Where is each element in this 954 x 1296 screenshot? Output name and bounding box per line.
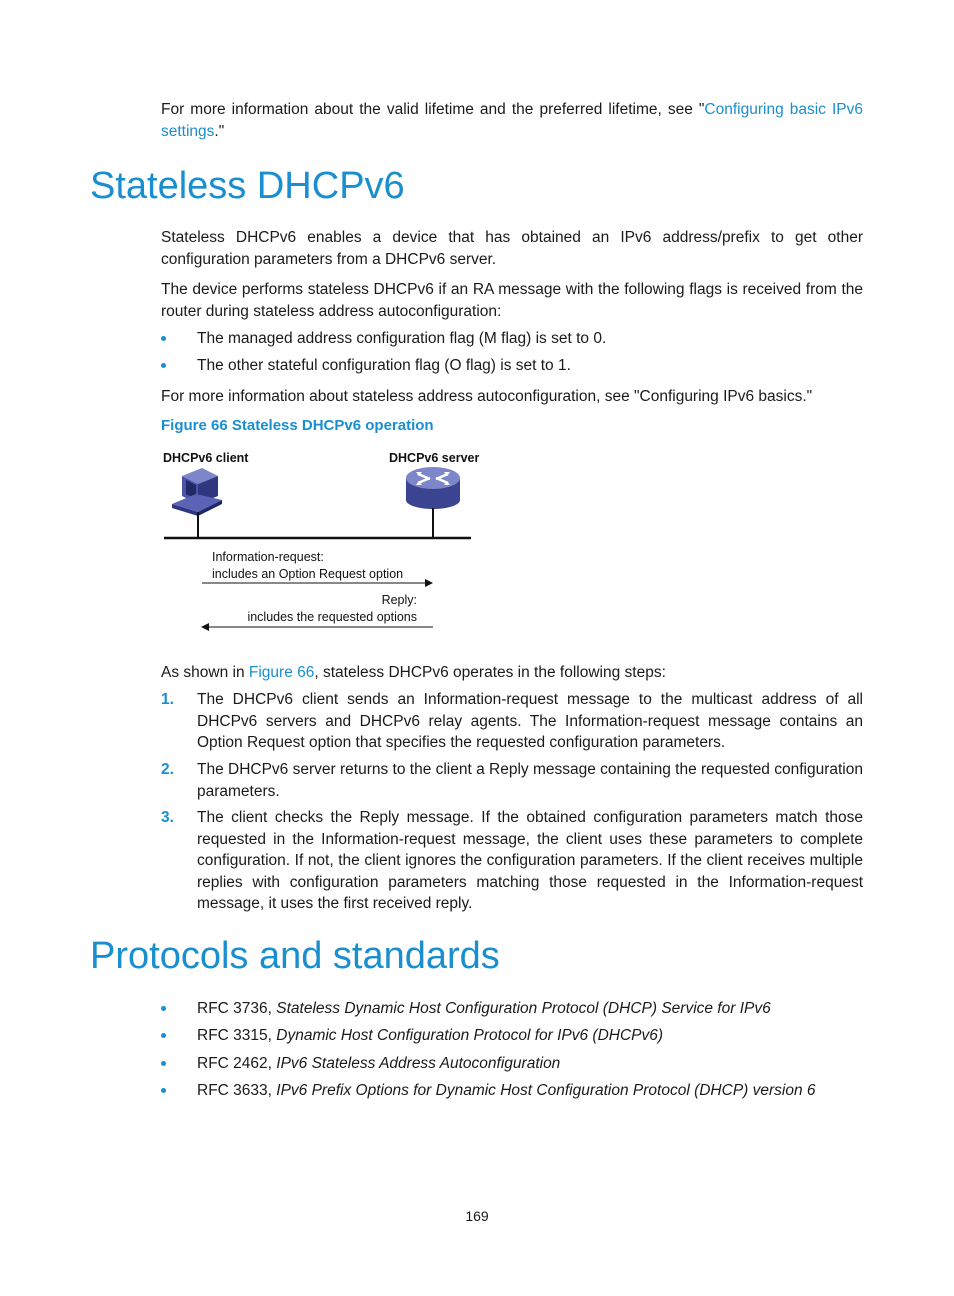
- bullet-text: The managed address configuration flag (M flag) is set to 0.: [197, 330, 607, 347]
- stateless-dhcpv6-heading: Stateless DHCPv6: [90, 165, 405, 207]
- figure-66-link[interactable]: Figure 66: [248, 664, 315, 681]
- protocols-standards-heading: Protocols and standards: [90, 935, 500, 977]
- steps-intro: [161, 662, 863, 684]
- rfc-text: [197, 1025, 863, 1047]
- info-request-detail: includes an Option Request option: [212, 567, 404, 581]
- stateless-para-3: For more information about stateless address autoconfiguration, see "Configuring IPv6 basics.": [161, 388, 813, 405]
- step-number: 2.: [161, 761, 174, 778]
- steps-intro-text-end: , stateless DHCPv6 operates in the following steps:: [314, 664, 666, 681]
- rfc-title: Stateless Dynamic Host Configuration Protocol (DHCP) Service for IPv6: [276, 1000, 771, 1017]
- client-label: DHCPv6 client: [163, 451, 249, 465]
- bullet-icon: [161, 1088, 166, 1093]
- bullet-icon: [161, 336, 166, 341]
- computer-icon: [172, 468, 222, 516]
- rfc-text: [197, 998, 863, 1020]
- page-number: 169: [465, 1208, 489, 1224]
- arrow-right-icon: [425, 579, 433, 587]
- step-text: The DHCPv6 client sends an Information-request message to the multicast address of all DHCPv6 servers and DHCPv6 relay agents. The Information-request message contains an Option Request option that specifies the requested configuration parameters.: [197, 691, 863, 751]
- stateless-para-2: The device performs stateless DHCPv6 if an RA message with the following flags is received from the router during stateless address autoconfiguration:: [161, 281, 863, 320]
- router-icon: [406, 467, 460, 509]
- bullet-icon: [161, 1061, 166, 1066]
- intro-text: For more information about the valid lifetime and the preferred lifetime, see ": [161, 101, 705, 118]
- stateless-para-1: Stateless DHCPv6 enables a device that has obtained an IPv6 address/prefix to get other configuration parameters from a DHCPv6 server.: [161, 229, 863, 268]
- figure-caption: Figure 66 Stateless DHCPv6 operation: [161, 417, 434, 434]
- rfc-number: RFC 3633,: [197, 1082, 277, 1099]
- step-number: 1.: [161, 691, 174, 708]
- reply-detail: includes the requested options: [247, 610, 417, 624]
- bullet-icon: [161, 1033, 166, 1038]
- arrow-left-icon: [201, 623, 209, 631]
- bullet-text: The other stateful configuration flag (O flag) is set to 1.: [197, 357, 571, 374]
- step-text: The DHCPv6 server returns to the client a Reply message containing the requested configuration parameters.: [197, 761, 863, 800]
- steps-intro-text: As shown in: [161, 664, 249, 681]
- bullet-icon: [161, 363, 166, 368]
- rfc-title: IPv6 Prefix Options for Dynamic Host Configuration Protocol (DHCP) version 6: [276, 1082, 816, 1099]
- rfc-number: RFC 3315,: [197, 1027, 277, 1044]
- rfc-number: RFC 3736,: [197, 1000, 277, 1017]
- intro-text-end: .": [214, 122, 225, 140]
- intro-paragraph: [161, 99, 863, 142]
- configuring-ipv6-settings-link[interactable]: Configuring basic IPv6 settings: [161, 101, 864, 140]
- bullet-icon: [161, 1006, 166, 1011]
- server-label: DHCPv6 server: [389, 451, 480, 465]
- step-text: The client checks the Reply message. If the obtained configuration parameters match those requested in the Information-request message, the client uses these parameters to complete configuration. If not, the client ignores the configuration parameters. If the client receives multiple replies with configuration parameters matching those requested in the Information-request message, it uses the first received reply.: [197, 809, 863, 912]
- step-number: 3.: [161, 809, 174, 826]
- rfc-title: IPv6 Stateless Address Autoconfiguration: [276, 1055, 561, 1072]
- rfc-text: [197, 1053, 863, 1075]
- stateless-dhcpv6-diagram: [160, 446, 490, 636]
- rfc-text: [197, 1080, 863, 1102]
- info-request-label: Information-request:: [212, 550, 324, 564]
- reply-label: Reply:: [381, 593, 417, 607]
- rfc-title: Dynamic Host Configuration Protocol for IPv6 (DHCPv6): [276, 1027, 664, 1044]
- rfc-number: RFC 2462,: [197, 1055, 277, 1072]
